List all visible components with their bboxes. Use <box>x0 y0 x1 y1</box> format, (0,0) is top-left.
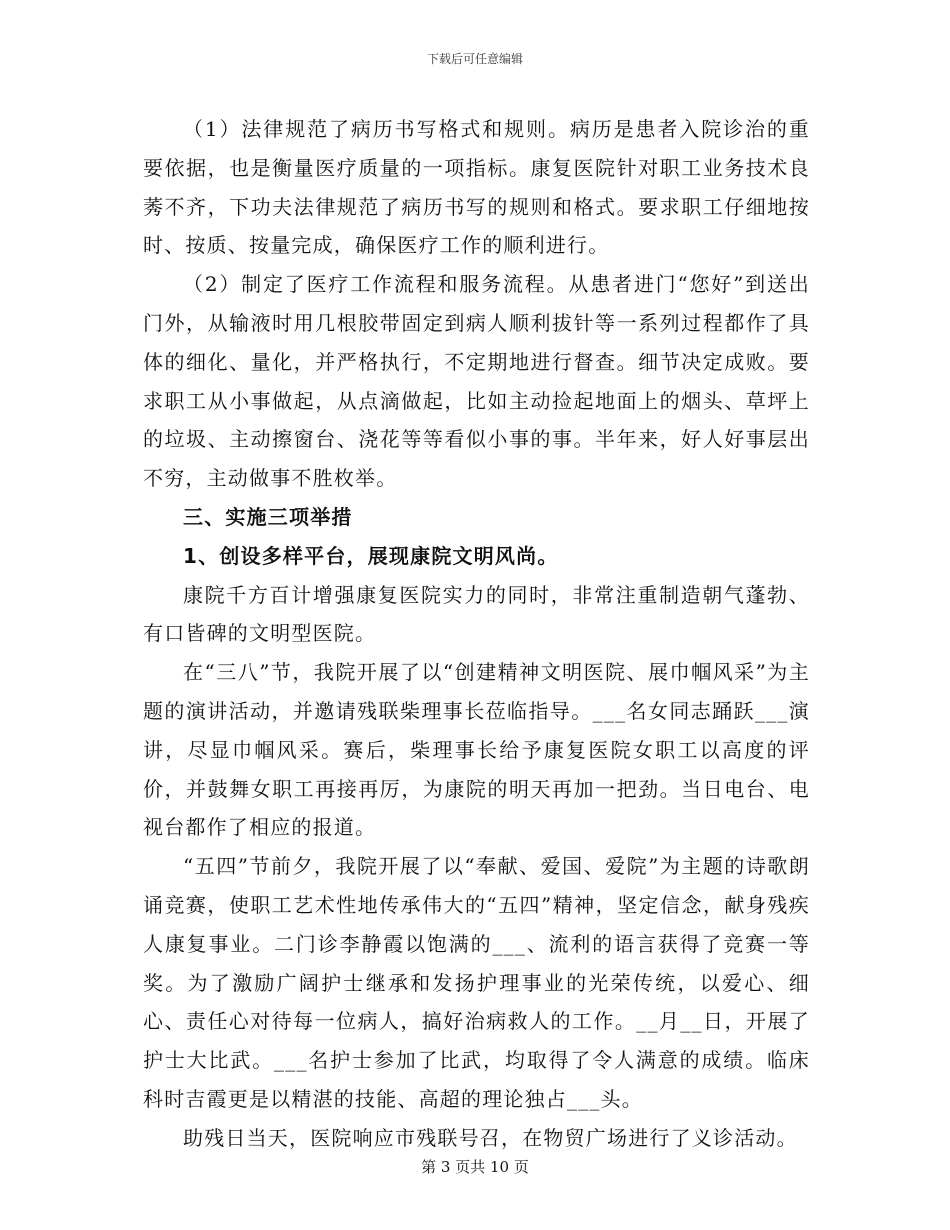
paragraph-disability-day: 助残日当天，医院响应市残联号召，在物贸广场进行了义诊活动。 <box>183 1125 798 1150</box>
paragraph-item-2: （2）制定了医疗工作流程和服务流程。从患者进门“您好”到送出门外，从输液时用几根胶带固定到病人顺利拔针等一系列过程都作了具体的细化、量化，并严格执行，不定期地进行督查。细节决定成败。要求职工从小事做起，从点滴做起，比如主动捡起地面上的烟头、草坪上的垃圾、主动擦窗台、浇花等等看似小事的事。半年来，好人好事层出不穷，主动做事不胜枚举。 <box>143 272 810 491</box>
section-heading: 三、实施三项举措 <box>183 504 353 529</box>
subsection-heading: 1、创设多样平台，展现康院文明风尚。 <box>183 543 559 568</box>
paragraph-intro: 康院千方百计增强康复医院实力的同时，非常注重制造朝气蓬勃、有口皆碑的文明型医院。 <box>143 582 810 646</box>
paragraph-item-1: （1）法律规范了病历书写格式和规则。病历是患者入院诊治的重要依据，也是衡量医疗质量的一项指标。康复医院针对职工业务技术良莠不齐，下功夫法律规范了病历书写的规则和格式。要求职工仔细地按时、按质、按量完成，确保医疗工作的顺利进行。 <box>143 117 810 258</box>
header-note: 下载后可任意编辑 <box>426 52 523 66</box>
page-number: 第 3 页共 10 页 <box>421 1158 529 1176</box>
paragraph-womens-day: 在“三八”节，我院开展了以“创建精神文明医院、展巾帼风采”为主题的演讲活动，并邀请残联柴理事长莅临指导。___名女同志踊跃___演讲，尽显巾帼风采。赛后，柴理事长给予康复医院女职工以高度的评价，并鼓舞女职工再接再厉，为康院的明天再加一把劲。当日电台、电视台都作了相应的报道。 <box>143 660 810 840</box>
document-body <box>143 110 810 1158</box>
paragraph-youth-day: “五四”节前夕，我院开展了以“奉献、爱国、爱院”为主题的诗歌朗诵竞赛，使职工艺术性地传承伟大的“五四”精神，坚定信念，献身残疾人康复事业。二门诊李静霞以饱满的___、流利的语言获得了竞赛一等奖。为了激励广阔护士继承和发扬护理事业的光荣传统，以爱心、细心、责任心对待每一位病人，搞好治病救人的工作。__月__日，开展了护士大比武。___名护士参加了比武，均取得了令人满意的成绩。临床科时吉霞更是以精湛的技能、高超的理论独占___头。 <box>143 854 810 1111</box>
